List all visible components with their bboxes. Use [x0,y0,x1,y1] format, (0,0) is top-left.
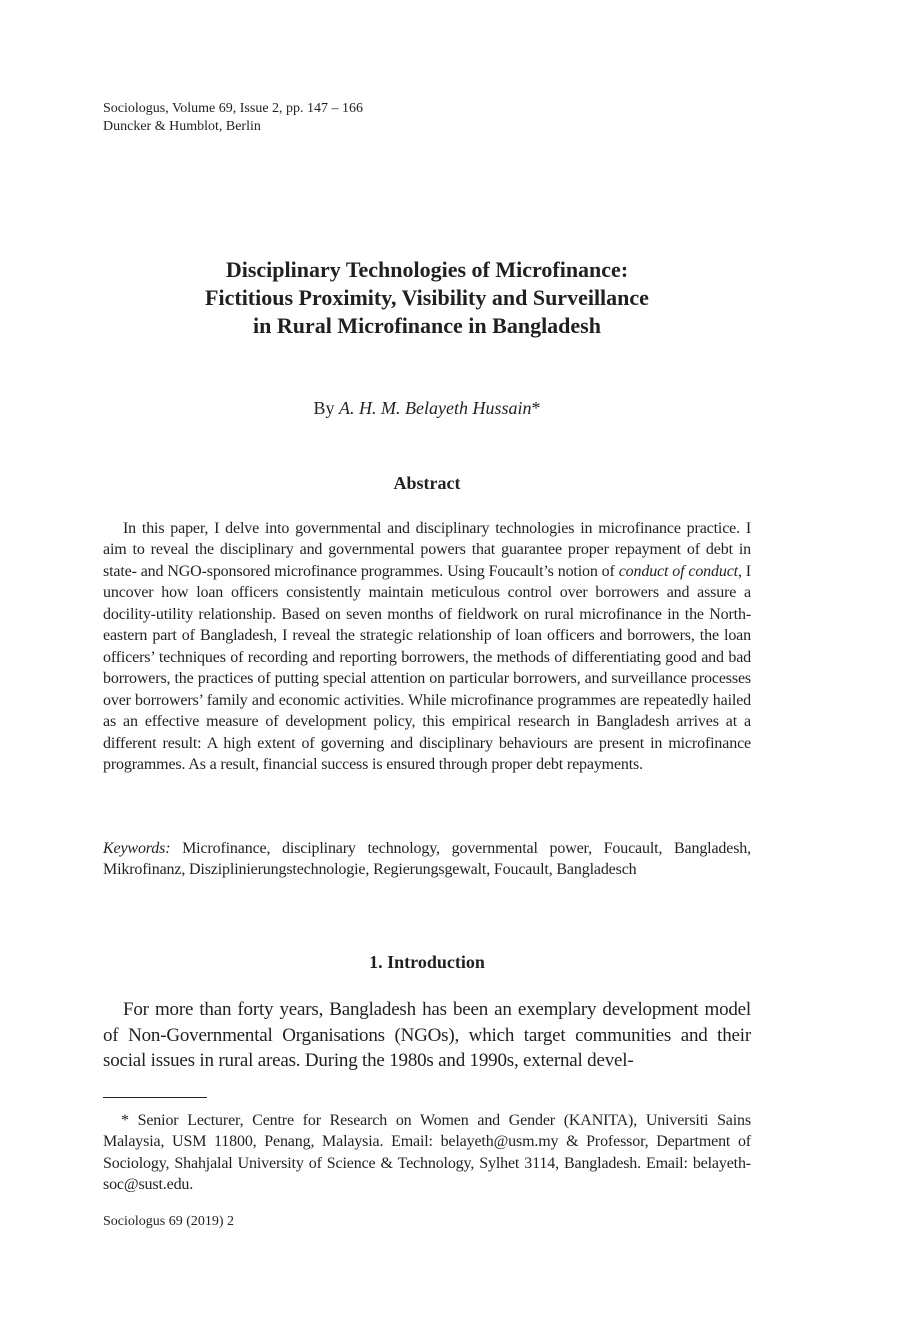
author-name: A. H. M. Belayeth Hussain [339,398,532,418]
author-byline [103,397,751,419]
title-line-1: Disciplinary Technologies of Microfinance: [225,257,629,282]
keywords-label: Keywords: [103,840,171,857]
section-heading-introduction: 1. Introduction [369,952,485,972]
keywords-text: Microfinance, disciplinary technology, governmental power, Foucault, Bangladesh, Mikrofinanz, Disziplinierungstechnologie, Regierungsgewalt, Foucault, Bangladesch [103,840,751,879]
abstract-text-part1: In this paper, I delve into governmental and disciplinary technologies in microfinance practice. I aim to reveal the disciplinary and governmental powers that guarantee proper repayment of debt in state- and NGO-sponsored microfinance programmes. Using Foucault’s notion of [103,520,751,580]
article-title [103,256,751,340]
footnote-marker: * [531,398,541,418]
introduction-paragraph: For more than forty years, Bangladesh has been an exemplary development model of Non-Governmental Organisations (NGOs), which target communities and their social issues in rural areas. During the 1980s and 1990s, external devel- [103,999,751,1071]
abstract-paragraph [103,518,751,775]
running-header [103,100,363,136]
abstract-italic-term: conduct of conduct [618,562,738,580]
journal-citation: Sociologus, Volume 69, Issue 2, pp. 147 – 166 [103,101,364,116]
publisher-line: Duncker & Humblot, Berlin [103,119,261,134]
byline-prefix: By [313,398,340,418]
keywords-paragraph [103,838,751,881]
abstract-text-part2: , I uncover how loan officers consistently maintain meticulous control over borrowers and assure a docility-utility relationship. Based on seven months of fieldwork on rural microfinance in the North-eastern part of Bangladesh, I reveal the strategic relationship of loan officers and borrowers, the loan officers’ techniques of recording and reporting borrowers, the methods of differentiating good and bad borrowers, the practices of putting special attention on particular borrowers, and surveillance processes over borrowers’ family and economic activities. While microfinance programmes are repeatedly hailed as an effective measure of development policy, this empirical research in Bangladesh arrives at a different result: A high extent of governing and disciplinary behaviours are present in microfinance programmes. As a result, financial success is ensured through proper debt repayments. [103,562,751,773]
title-line-3: in Rural Microfinance in Bangladesh [253,313,601,338]
page-footer: Sociologus 69 (2019) 2 [103,1214,235,1229]
author-footnote: * Senior Lecturer, Centre for Research on Women and Gender (KANITA), Universiti Sains Malaysia, USM 11800, Penang, Malaysia. Email: belayeth@usm.my & Professor, Department of Sociology, Shahjalal University of Science & Technology, Sylhet 3114, Bangladesh. Email: belayeth-soc@sust.edu. [103,1112,751,1193]
abstract-heading: Abstract [393,473,461,493]
footnote-divider [103,1097,207,1098]
title-line-2: Fictitious Proximity, Visibility and Surveillance [205,285,649,310]
